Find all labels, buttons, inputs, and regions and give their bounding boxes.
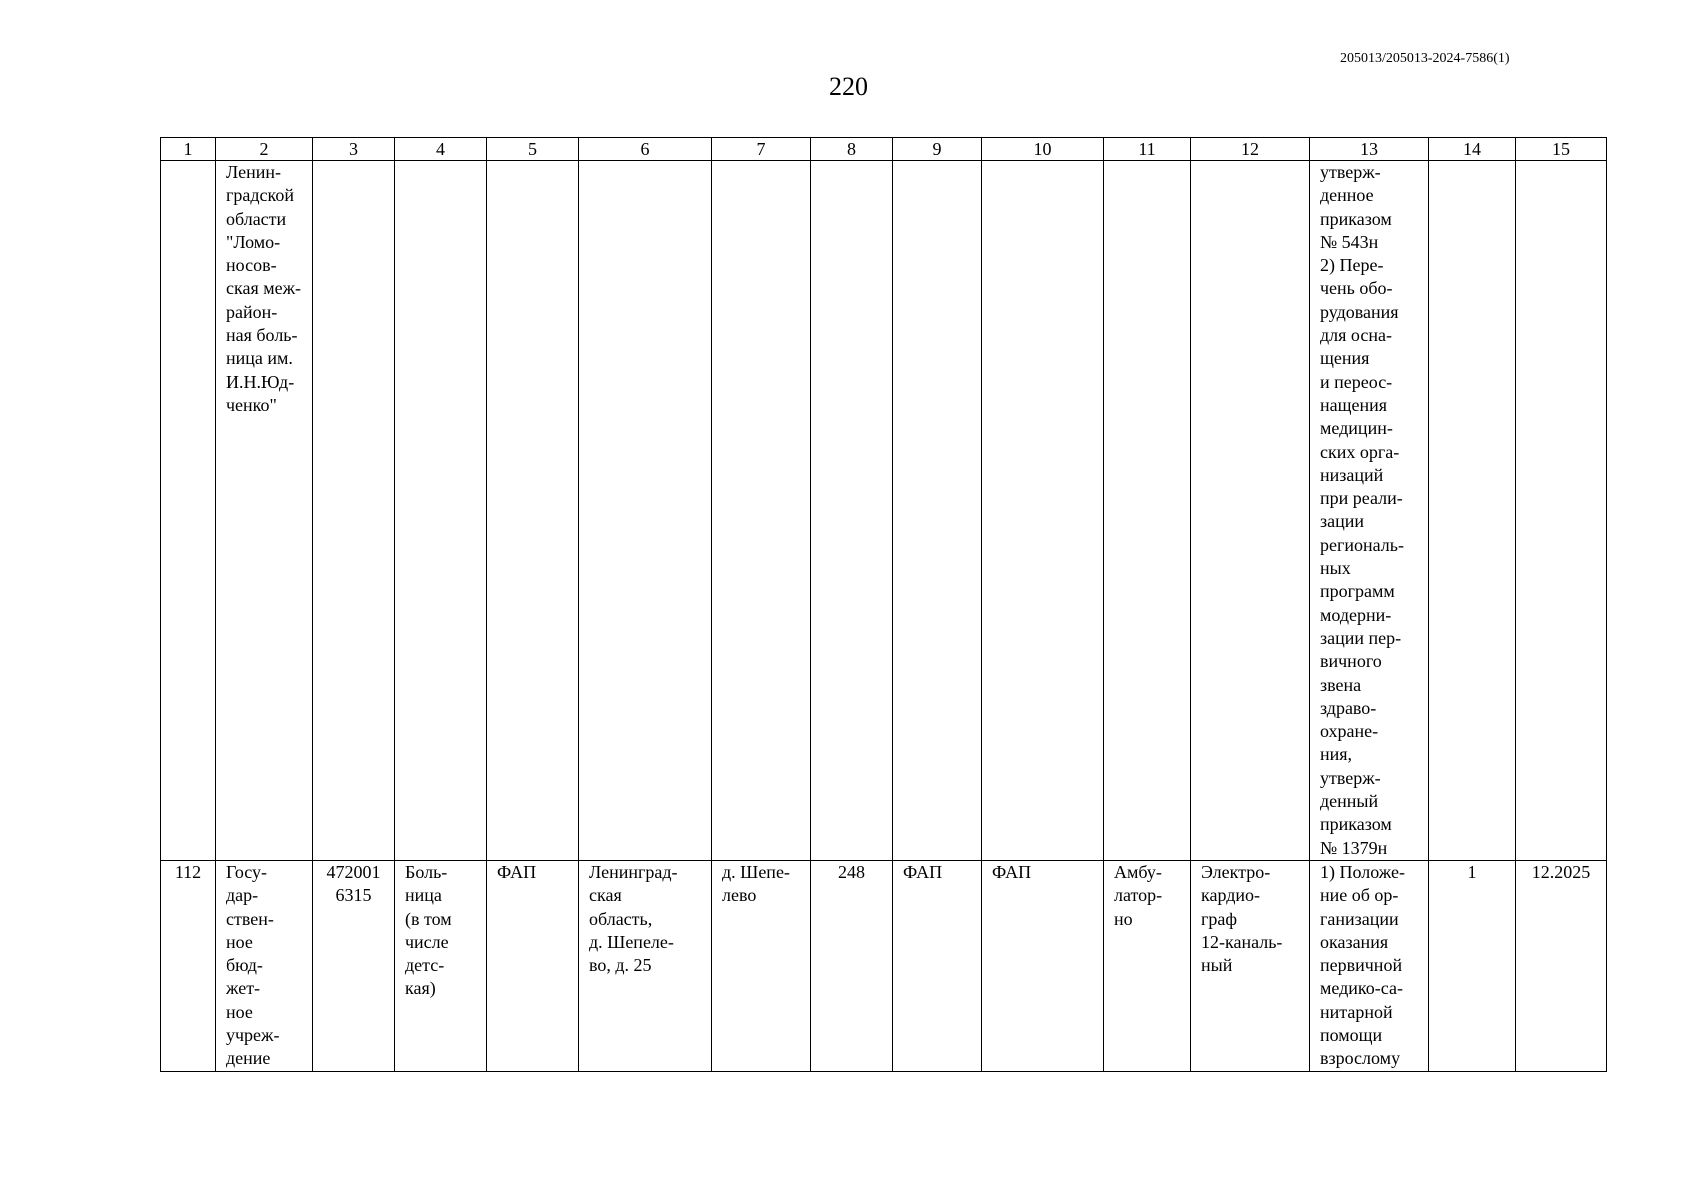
- table-cell: [1429, 161, 1516, 861]
- page-number: 220: [829, 72, 868, 101]
- table-cell: 472001 6315: [313, 861, 395, 1072]
- column-header: 4: [395, 138, 487, 161]
- column-header: 12: [1191, 138, 1310, 161]
- table-cell: [1516, 161, 1607, 861]
- table-cell: [395, 161, 487, 861]
- table-cell: Ленин- градской области "Ломо- носов- ская меж- район- ная боль- ница им. И.Н.Юд- ченко": [216, 161, 313, 861]
- column-header: 11: [1104, 138, 1191, 161]
- table-cell: д. Шепе- лево: [712, 861, 811, 1072]
- table-cell: [1191, 161, 1310, 861]
- table-cell: утверж- денное приказом № 543н 2) Пере- чень обо- рудования для осна- щения и переос- нащения медицин- ских орга- низаций при реали- зации региональ- ных программ модерни- зации пер- вичного звена здраво- охране- ния, утверж- денный приказом № 1379н: [1310, 161, 1429, 861]
- table-row: [161, 861, 1607, 1072]
- column-header: 1: [161, 138, 216, 161]
- table-cell: Ленинград- ская область, д. Шепеле- во, д. 25: [579, 861, 712, 1072]
- column-header: 2: [216, 138, 313, 161]
- data-table: [160, 137, 1607, 1072]
- table-cell: ФАП: [893, 861, 982, 1072]
- table-cell: ФАП: [982, 861, 1104, 1072]
- column-header: 3: [313, 138, 395, 161]
- table-cell: 1: [1429, 861, 1516, 1072]
- table-row: [161, 161, 1607, 861]
- table-cell: [161, 161, 216, 861]
- document-id: 205013/205013-2024-7586(1): [1340, 51, 1510, 66]
- table-cell: [893, 161, 982, 861]
- table-cell: Боль- ница (в том числе детс- кая): [395, 861, 487, 1072]
- table-header-row: [161, 138, 1607, 161]
- table-cell: [712, 161, 811, 861]
- table-cell: 1) Положе- ние об ор- ганизации оказания первичной медико-са- нитарной помощи взрослому: [1310, 861, 1429, 1072]
- table-cell: [982, 161, 1104, 861]
- table-cell: ФАП: [487, 861, 579, 1072]
- table-cell: [1104, 161, 1191, 861]
- table-cell: [487, 161, 579, 861]
- column-header: 9: [893, 138, 982, 161]
- table-cell: Амбу- латор- но: [1104, 861, 1191, 1072]
- column-header: 14: [1429, 138, 1516, 161]
- table-cell: Госу- дар- ствен- ное бюд- жет- ное учреж- дение: [216, 861, 313, 1072]
- table-cell: 112: [161, 861, 216, 1072]
- column-header: 5: [487, 138, 579, 161]
- column-header: 6: [579, 138, 712, 161]
- table-cell: [313, 161, 395, 861]
- table-cell: [579, 161, 712, 861]
- column-header: 13: [1310, 138, 1429, 161]
- column-header: 10: [982, 138, 1104, 161]
- column-header: 7: [712, 138, 811, 161]
- table-cell: Электро- кардио- граф 12-каналь- ный: [1191, 861, 1310, 1072]
- table-cell: 248: [811, 861, 893, 1072]
- table-cell: [811, 161, 893, 861]
- table-cell: 12.2025: [1516, 861, 1607, 1072]
- column-header: 15: [1516, 138, 1607, 161]
- column-header: 8: [811, 138, 893, 161]
